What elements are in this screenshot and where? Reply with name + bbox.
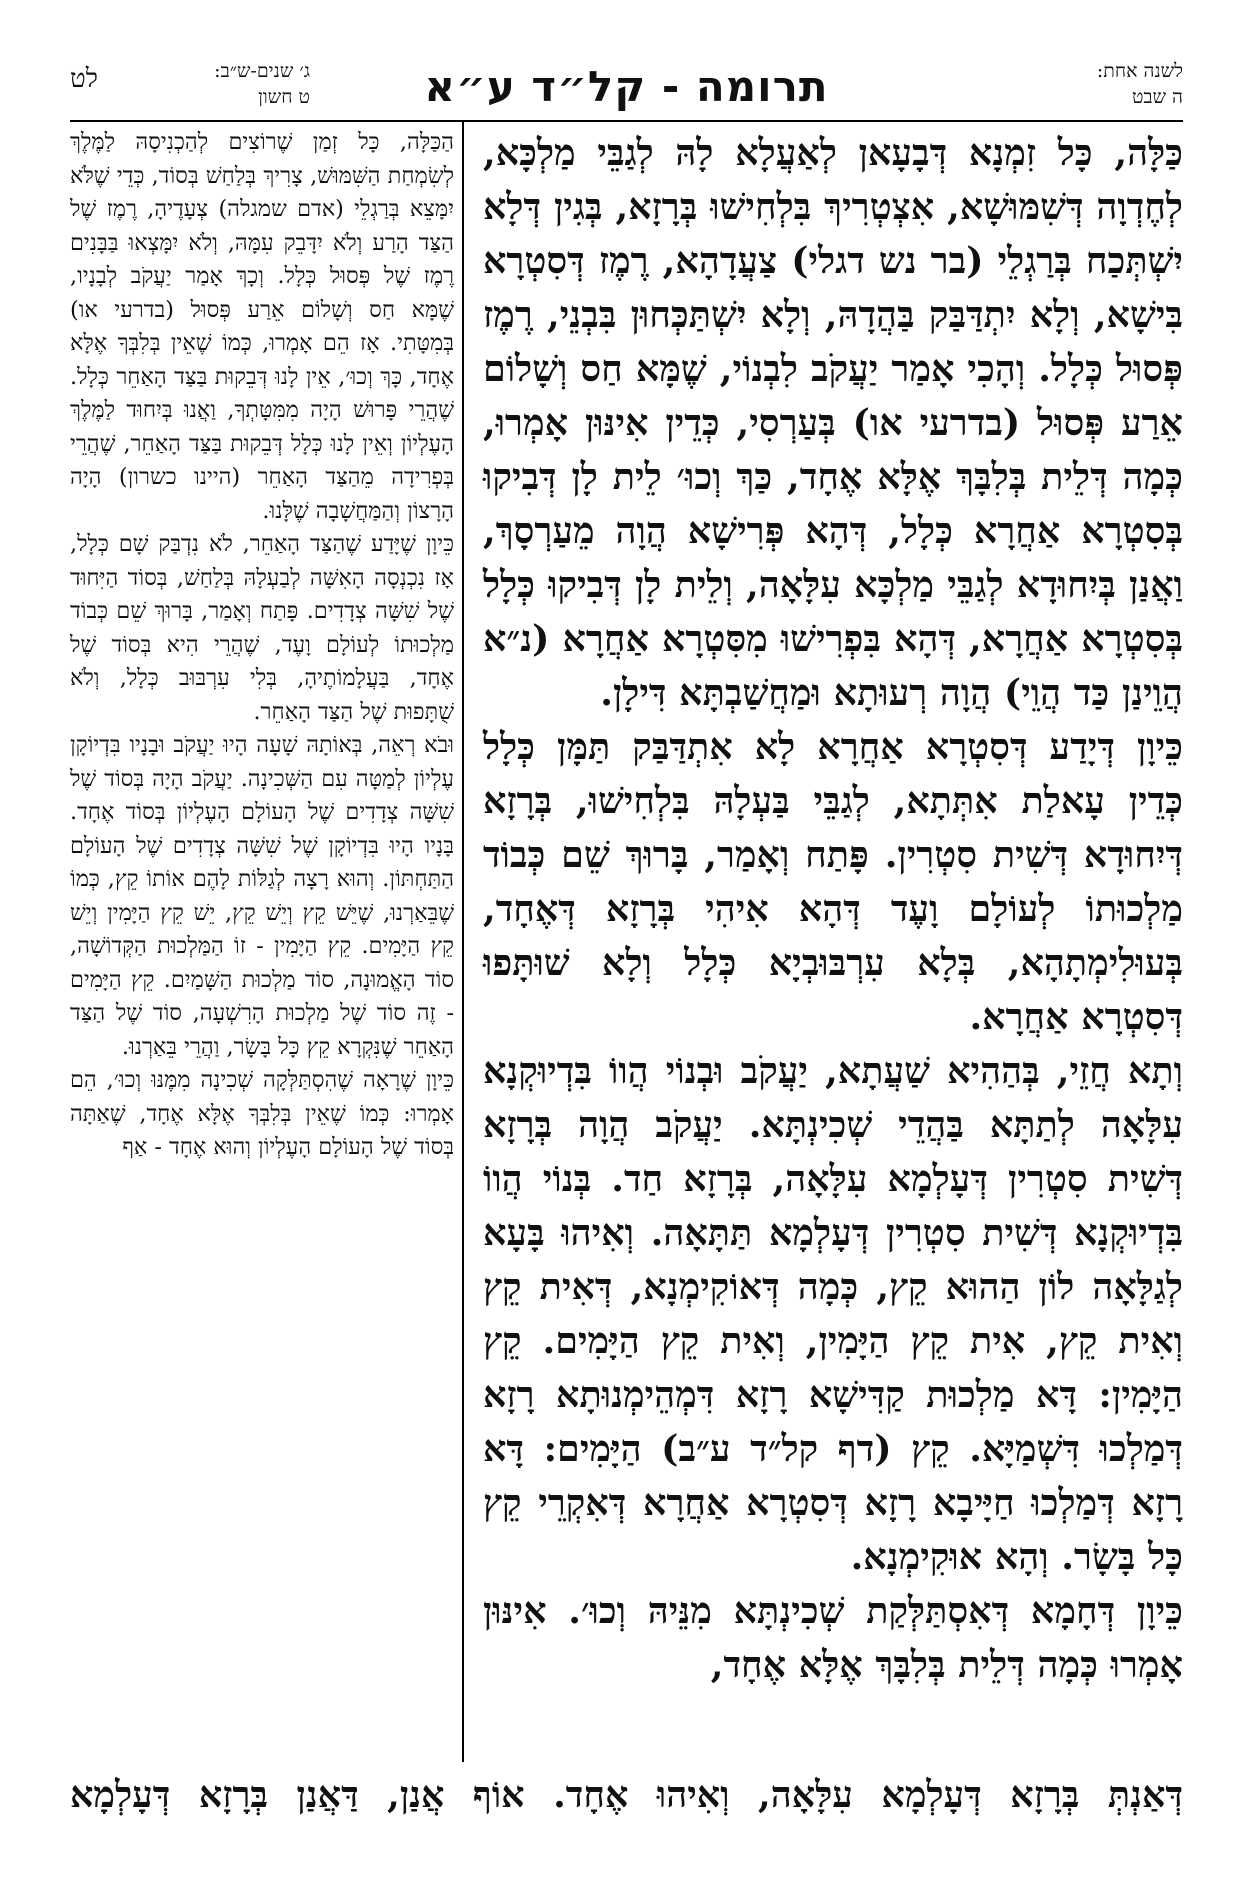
schedule-label: ג׳ שנים-ש״ב: <box>214 60 310 82</box>
page-number: לט <box>70 64 98 94</box>
zohar-text-column <box>483 126 1183 1761</box>
zohar-paragraph: כַּלָּה, כָּל זִמְנָא דְּבָעָאן לְאַעֲלָא לָהּ לְגַבֵּי מַלְכָּא, לְחֶדְוָה דְּשִׁמּוּשָׁא, אִצְטְרִיךְ בִּלְחִישׁוּ בְּרָזָא, בְּגִין דְּלָא יִשְׁתְּכַח בְּרַגְלֵי (בר נש דגלי) צַעֲדָהָא, רֶמֶז דְּסִטְרָא בִּישָׁא, וְלָא יִתְדַּבַּק בַּהֲדָהּ, וְלָא יִשְׁתַּכְּחוּן בִּבְנֵי, רֶמֶז פְּסוּל כְּלָל. וְהָכִי אָמַר יַעֲקֹב לִבְנוֹי, שֶׁמָּא חַס וְשָׁלוֹם אֵרַע פְּסוּל (בדרעי או) בְּעַרְסִי, כְּדֵין אִינּוּן אָמְרוּ, כְּמָה דְּלֵית בְּלִבָּךְ אֶלָּא אֶחָד, כַּךְ וְכוּ׳ לֵית לָן דְּבִיקוּ בְּסִטְרָא אַחֲרָא כְּלָל, דְּהָא פְּרִישָׁא הֲוָה מֵעַרְסָךְ, וַאֲנַן בְּיִחוּדָא לְגַבֵּי מַלְכָּא עִלָּאָה, וְלֵית לָן דְּבִיקוּ כְּלָל בְּסִטְרָא אַחֲרָא, דְּהָא בִּפְרִישׁוּ מִסִּטְרָא אַחֲרָא (נ״א הֲוֵינַן כַּד הֲוֵי) הֲוָה רְעוּתָא וּמַחֲשַׁבְתָּא דִּילָן. <box>483 131 1183 714</box>
translation-column <box>70 126 454 1761</box>
zohar-paragraph: כֵּיוָן דְּיָדַע דְּסִטְרָא אַחֲרָא לָא אִתְדַּבַּק תַּמָּן כְּלָל כְּדֵין עָאלַת אִתְּתָא, לְגַבֵּי בַּעְלָהּ בִּלְחִישׁוּ, בְּרָזָא דְּיִחוּדָא דְּשִׁית סִטְרִין. פָּתַח וְאָמַר, בָּרוּךְ שֵׁם כְּבוֹד מַלְכוּתוֹ לְעוֹלָם וָעֶד דְּהָא אִיהִי בְּרָזָא דְּאֶחָד, בְּעוּלִימְתָהָא, בְּלָא עִרְבּוּבְיָא כְּלָל וְלָא שׁוּתָּפוּ דְּסִטְרָא אַחֲרָא. <box>483 725 1183 1038</box>
translation-paragraph: כֵּיוָן שֶׁרָאָה שֶׁהִסְתַּלְּקָה שְׁכִינָה מִמֶּנּוּ וְכוּ׳, הֵם אָמְרוּ: כְּמוֹ שֶׁאֵין בְּלִבְּךָ אֶלָּא אֶחָד, שֶׁאַתָּה בְּסוֹד שֶׁל הָעוֹלָם הָעֶלְיוֹן וְהוּא אֶחָד - אַף <box>70 1067 454 1160</box>
schedule-label: לשנה אחת: <box>1096 60 1183 82</box>
page-title: תרומה - קל״ד ע״א <box>424 62 829 111</box>
schedule-date: ט חשון <box>258 86 310 108</box>
translation-paragraph: הַכַּלָּה, כָּל זְמַן שֶׁרוֹצִים לְהַכְנִיסָהּ לַמֶּלֶךְ לְשִׂמְחַת הַשִּׁמּוּשׁ, צָרִיךְ בְּלַחַשׁ בְּסוֹד, כְּדֵי שֶׁלֹּא יִמָּצֵא בְּרַגְלֵי (אדם שמגלה) צְעָדֶיהָ, רֶמֶז שֶׁל הַצַּד הָרַע וְלֹא יִדָּבֵק עִמָּהּ, וְלֹא יִמָּצְאוּ בַּבָּנִים רֶמֶז שֶׁל פְּסוּל כְּלָל. וְכָךְ אָמַר יַעֲקֹב לְבָנָיו, שֶׁמָּא חַס וְשָׁלוֹם אֵרַע פְּסוּל (בדרעי או) בְּמִטָּתִי. אָז הֵם אָמְרוּ, כְּמוֹ שֶׁאֵין בְּלִבְּךָ אֶלָּא אֶחָד, כָּךְ וְכוּ׳, אֵין לָנוּ דְּבֵקוּת בַּצַּד הָאַחֵר כְּלָל. שֶׁהֲרֵי פָּרוּשׁ הָיָה מִמִּטָּתְךָ, וַאֲנוּ בְּיִחוּד לַמֶּלֶךְ הָעֶלְיוֹן וְאֵין לָנוּ כְּלָל דְּבֵקוּת בַּצַּד הָאַחֵר, שֶׁהֲרֵי בְּפְרִידָה מֵהַצַּד הָאַחֵר (היינו כשרון) הָיָה הָרָצוֹן וְהַמַּחֲשָׁבָה שֶׁלָּנוּ. <box>70 129 454 524</box>
zohar-paragraph: וְתָא חֲזֵי, בְּהַהִיא שַׁעֲתָא, יַעֲקֹב וּבְנוֹי הֲווֹ בִּדְיוּקְנָא עִלָּאָה לְתַתָּא בַּהֲדֵי שְׁכִינְתָּא. יַעֲקֹב הֲוָה בְּרָזָא דְּשִׁית סִטְרִין דְּעָלְמָא עִלָּאָה, בְּרָזָא חַד. בְּנוֹי הֲווֹ בִּדְיוּקְנָא דְּשִׁית סִטְרִין דְּעָלְמָא תַּתָּאָה. וְאִיהוּ בָּעָא לְגַלָּאָה לוֹן הַהוּא קֵץ, כְּמָה דְּאוֹקִימְנָא, דְּאִית קֵץ וְאִית קֵץ, אִית קֵץ הַיָּמִין, וְאִית קֵץ הַיָּמִים. קֵץ הַיָּמִין: דָּא מַלְכוּת קַדִּישָׁא רָזָא דִּמְהֵימְנוּתָא רָזָא דְּמַלְכוּ דִּשְׁמַיָּא. קֵץ (דף קל״ד ע״ב) הַיָּמִים: דָּא רָזָא דְּמַלְכוּ חַיָּיבָא רָזָא דְּסִטְרָא אַחֲרָא דְּאִקְרֵי קֵץ כָּל בָּשָׂר. וְהָא אוּקִימְנָא. <box>483 1049 1183 1578</box>
translation-paragraph: וּבֹא רְאֵה, בְּאוֹתָהּ שָׁעָה הָיוּ יַעֲקֹב וּבָנָיו בִּדְיוֹקָן עֶלְיוֹן לְמַטָּה עִם הַשְּׁכִינָה. יַעֲקֹב הָיָה בְּסוֹד שֶׁל שִׁשָּׁה צְדָדִים שֶׁל הָעוֹלָם הָעֶלְיוֹן בְּסוֹד אֶחָד. בָּנָיו הָיוּ בִּדְיוֹקָן שֶׁל שִׁשָּׁה צְדָדִים שֶׁל הָעוֹלָם הַתַּחְתּוֹן. וְהוּא רָצָה לְגַלּוֹת לָהֶם אוֹתוֹ קֵץ, כְּמוֹ שֶׁבֵּאַרְנוּ, שֶׁיֵּשׁ קֵץ וְיֵשׁ קֵץ, יֵשׁ קֵץ הַיָּמִין וְיֵשׁ קֵץ הַיָּמִים. קֵץ הַיָּמִין - זוֹ הַמַּלְכוּת הַקְּדוֹשָׁה, סוֹד הָאֱמוּנָה, סוֹד מַלְכוּת הַשָּׁמַיִם. קֵץ הַיָּמִים - זֶה סוֹד שֶׁל מַלְכוּת הָרִשְׁעָה, סוֹד שֶׁל הַצַּד הָאַחֵר שֶׁנִּקְרָא קֵץ כָּל בָּשָׂר, וַהֲרֵי בֵּאַרְנוּ. <box>70 732 454 1060</box>
schedule-date: ה שבט <box>1131 86 1183 108</box>
running-header <box>70 58 1183 120</box>
column-divider <box>462 122 464 1762</box>
translation-paragraph: כֵּיוָן שֶׁיָּדַע שֶׁהַצַּד הָאַחֵר, לֹא נִדְבַּק שָׁם כְּלָל, אָז נִכְנְסָה הָאִשָּׁה לְבַעְלָהּ בְּלַחַשׁ, בְּסוֹד הַיִּחוּד שֶׁל שִׁשָּׁה צְדָדִים. פָּתַח וְאָמַר, בָּרוּךְ שֵׁם כְּבוֹד מַלְכוּתוֹ לְעוֹלָם וָעֶד, שֶׁהֲרֵי הִיא בְּסוֹד שֶׁל אֶחָד, בַּעֲלָמוֹתֶיהָ, בְּלִי עִרְבּוּב כְּלָל, וְלֹא שֻׁתָּפוּת שֶׁל הַצַּד הָאַחֵר. <box>70 531 454 725</box>
zohar-continuation-line: דְּאַנְתְּ בְּרָזָא דְּעָלְמָא עִלָּאָה, וְאִיהוּ אֶחָד. אוֹף אֲנַן, דַּאֲנַן בְּרָזָא דְּעָלְמָא <box>70 1773 1183 1816</box>
zohar-paragraph: כֵּיוָן דְּחָמָא דְּאִסְתַּלְּקַת שְׁכִינְתָּא מִנֵּיהּ וְכוּ׳. אִינּוּן אָמְרוּ כְּמָה דְּלֵית בְּלִבָּךְ אֶלָּא אֶחָד, <box>483 1589 1183 1686</box>
header-rule <box>70 120 1183 122</box>
